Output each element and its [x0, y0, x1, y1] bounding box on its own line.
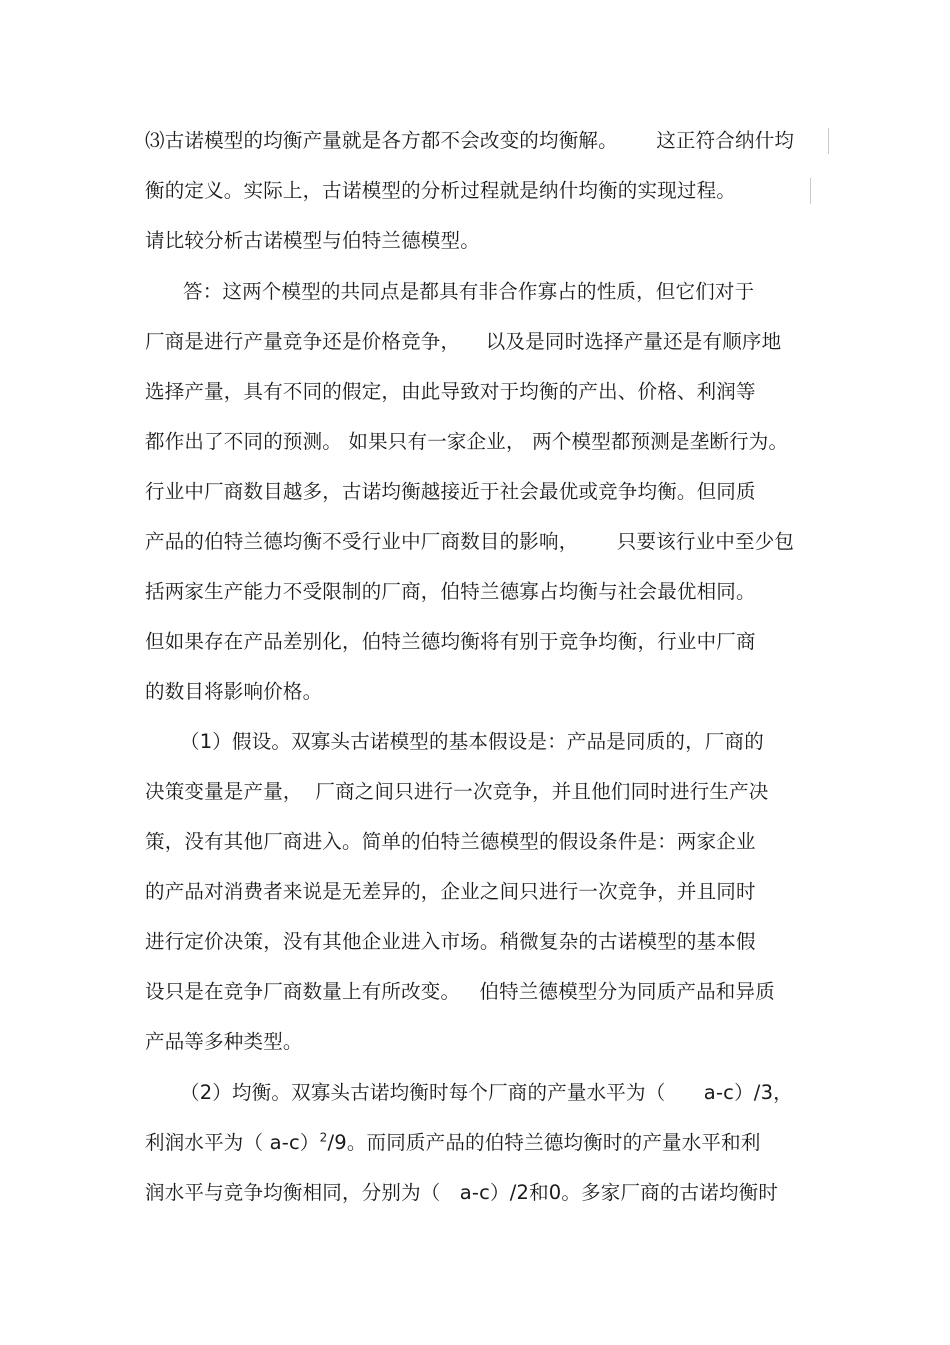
text-line: 厂商是进行产量竞争还是价格竞争， 以及是同时选择产量还是有顺序地 — [145, 330, 782, 353]
text-line: 但如果存在产品差别化，伯特兰德均衡将有别于竞争均衡，行业中厂商 — [145, 630, 756, 653]
text-line: 产品等多种类型。 — [145, 1030, 303, 1053]
text-line: 衡的定义。实际上，古诺模型的分析过程就是纳什均衡的实现过程。 — [145, 179, 737, 202]
text-line: 的产品对消费者来说是无差异的，企业之间只进行一次竞争，并且同时 — [145, 880, 756, 903]
text-line: 请比较分析古诺模型与伯特兰德模型。 — [145, 229, 480, 252]
text-line: ⑶古诺模型的均衡产量就是各方都不会改变的均衡解。 这正符合纳什均 — [145, 129, 795, 152]
text-segment: /9。而同质产品的伯特兰德均衡时的产量水平和利 — [327, 1131, 761, 1154]
text-line: 括两家生产能力不受限制的厂商，伯特兰德寡占均衡与社会最优相同。 — [145, 580, 756, 603]
margin-rule — [828, 128, 829, 154]
text-line: 行业中厂商数目越多，古诺均衡越接近于社会最优或竞争均衡。但同质 — [145, 480, 756, 503]
text-line: 的数目将影响价格。 — [145, 680, 323, 703]
margin-rule — [810, 178, 811, 204]
text-segment: 利润水平为（ a-c） — [145, 1131, 320, 1154]
text-line: （1）假设。双寡头古诺模型的基本假设是：产品是同质的，厂商的 — [180, 730, 764, 753]
text-line: 答：这两个模型的共同点是都具有非合作寡占的性质，但它们对于 — [183, 280, 755, 303]
text-line: 设只是在竞争厂商数量上有所改变。 伯特兰德模型分为同质产品和异质 — [145, 980, 775, 1003]
text-line: 进行定价决策，没有其他企业进入市场。稍微复杂的古诺模型的基本假 — [145, 930, 756, 953]
text-line: 选择产量，具有不同的假定，由此导致对于均衡的产出、价格、利润等 — [145, 380, 756, 403]
superscript: 2 — [319, 1130, 328, 1145]
text-line — [145, 1131, 761, 1155]
text-line: 决策变量是产量， 厂商之间只进行一次竞争，并且他们同时进行生产决 — [145, 780, 769, 803]
text-line: 润水平与竞争均衡相同，分别为（ a-c）/2和0。多家厂商的古诺均衡时 — [145, 1181, 779, 1204]
text-line: 产品的伯特兰德均衡不受行业中厂商数目的影响， 只要该行业中至少包 — [145, 530, 795, 553]
text-line: 都作出了不同的预测。 如果只有一家企业， 两个模型都预测是垄断行为。 — [145, 430, 789, 453]
text-line: 策，没有其他厂商进入。简单的伯特兰德模型的假设条件是：两家企业 — [145, 830, 756, 853]
text-line: （2）均衡。双寡头古诺均衡时每个厂商的产量水平为（ a-c）/3， — [180, 1081, 793, 1104]
